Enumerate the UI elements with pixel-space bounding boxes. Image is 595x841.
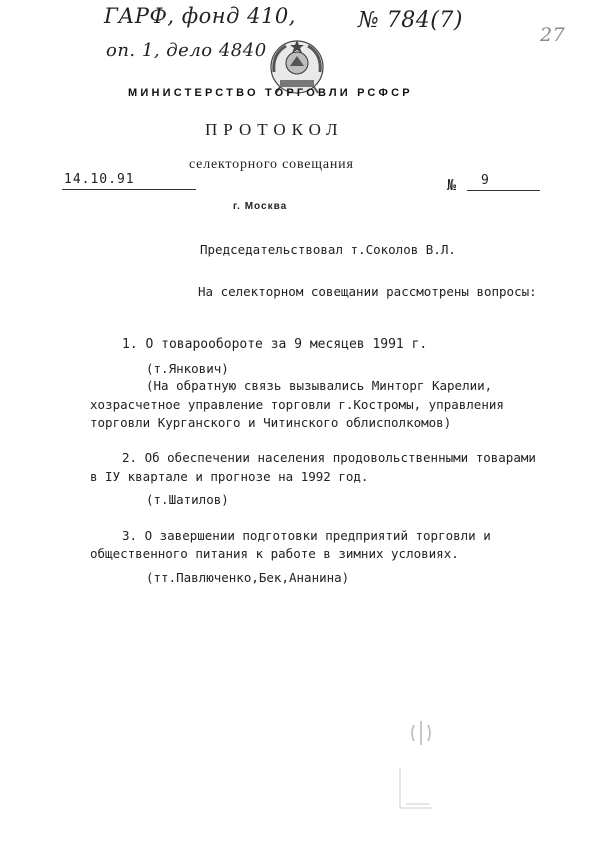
agenda-item-3-line-2: общественного питания к работе в зимних условиях. [90, 546, 459, 561]
archive-note-number: № 784(7) [358, 8, 463, 33]
agenda-item-3-line-1: 3. О завершении подготовки предприятий торговли и [122, 528, 491, 543]
agenda-item-2-speakers: (т.Шатилов) [146, 492, 229, 507]
number-value: 9 [481, 173, 489, 188]
archive-stamp-mark-icon [409, 719, 433, 747]
document-title: ПРОТОКОЛ [205, 120, 344, 139]
archive-note-line2: оп. 1, дело 4840 [106, 40, 267, 61]
document-subtitle: селекторного совещания [189, 157, 354, 172]
archive-scan-edge-icon [396, 764, 436, 812]
agenda-item-1: 1. О товарообороте за 9 месяцев 1991 г. [122, 337, 428, 352]
agenda-item-1-speakers: (т.Янкович) [146, 361, 229, 376]
agenda-item-2-line-1: 2. Об обеспечении населения продовольственными товарами [122, 450, 536, 465]
archive-page-number: 27 [540, 24, 566, 46]
agenda-item-1-note-line-2: хозрасчетное управление торговли г.Костромы, управления [90, 397, 504, 412]
chairman-line: Председательствовал т.Соколов В.Л. [200, 242, 456, 257]
number-underline [467, 190, 540, 191]
agenda-item-1-note-line-1: (На обратную связь вызывались Минторг Карелии, [146, 378, 493, 393]
agenda-item-1-note-line-3: торговли Курганского и Читинского облисполкомов) [90, 415, 452, 430]
agenda-item-2-line-2: в IУ квартале и прогнозе на 1992 год. [90, 469, 369, 484]
archive-note-line1: ГАРФ, фонд 410, [104, 4, 296, 28]
date-underline [62, 189, 196, 190]
ministry-name: МИНИСТЕРСТВО ТОРГОВЛИ РСФСР [128, 87, 413, 99]
number-label: № [447, 176, 457, 194]
agenda-item-3-speakers: (тт.Павлюченко,Бек,Ананина) [146, 570, 350, 585]
intro-line: На селекторном совещании рассмотрены вопросы: [198, 284, 537, 299]
document-date: 14.10.91 [64, 172, 135, 187]
document-city: г. Москва [233, 201, 288, 212]
